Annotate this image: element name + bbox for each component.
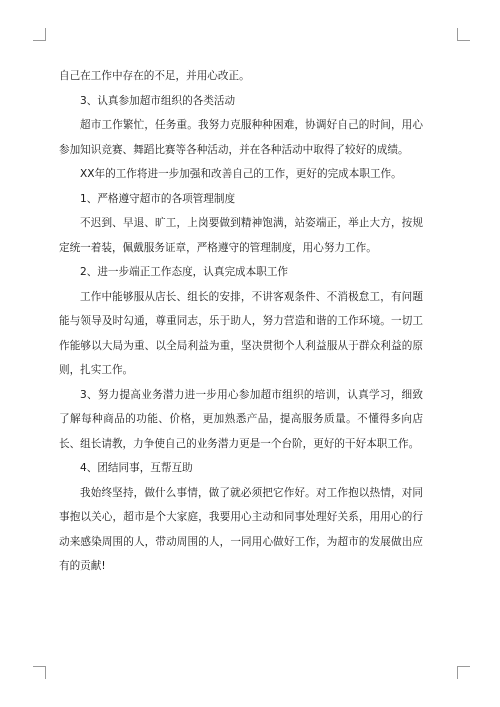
- crop-mark-top-left: [33, 28, 46, 41]
- paragraph: 我始终坚持，做什么事情，做了就必须把它作好。对工作抱以热情，对同事抱以关心，超市是个大家庭，我要用心主动和同事处理好关系，用用心的行动来感染周围的人，带动周围的人，一同用心做好工作，为超市的发展做出应有的贡献!: [59, 486, 423, 572]
- crop-mark-bottom-left: [33, 666, 46, 679]
- crop-mark-top-right: [457, 28, 470, 41]
- paragraph: 3、努力提高业务潜力进一步用心参加超市组织的培训，认真学习，细致了解每种商品的功能、价格，更加熟悉产品，提高服务质量。不懂得多向店长、组长请教，力争使自己的业务潜力更是一个台阶，更好的干好本职工作。: [59, 388, 423, 450]
- paragraph: 不迟到、早退、旷工，上岗要做到精神饱满，站姿端正，举止大方，按规定统一着装，佩戴服务证章，严格遵守的管理制度，用心努力工作。: [59, 217, 423, 254]
- document-body: [59, 64, 423, 579]
- section-heading: 1、严格遵守超市的各项管理制度: [80, 192, 236, 205]
- paragraph: 工作中能够服从店长、组长的安排，不讲客观条件、不消极怠工，有问题能与领导及时勾通，尊重同志，乐于助人，努力营造和谐的工作环境。一切工作能够以大局为重、以全局利益为重，坚决贯彻个人利益服从于群众利益的原则，扎实工作。: [59, 290, 423, 376]
- section-heading: 4、团结同事，互帮互助: [80, 462, 193, 474]
- paragraph: XX年的工作将进一步加强和改善自己的工作，更好的完成本职工作。: [80, 168, 402, 180]
- paragraph: 超市工作繁忙，任务重。我努力克服种种困难，协调好自己的时间，用心参加知识竞赛、舞蹈比赛等各种活动，并在各种活动中取得了较好的成绩。: [59, 119, 423, 156]
- paragraph: 自己在工作中存在的不足，并用心改正。: [59, 70, 250, 82]
- section-heading: 2、进一步端正工作态度，认真完成本职工作: [80, 266, 289, 278]
- crop-mark-bottom-right: [457, 666, 470, 679]
- section-heading: 3、认真参加超市组织的各类活动: [80, 94, 236, 107]
